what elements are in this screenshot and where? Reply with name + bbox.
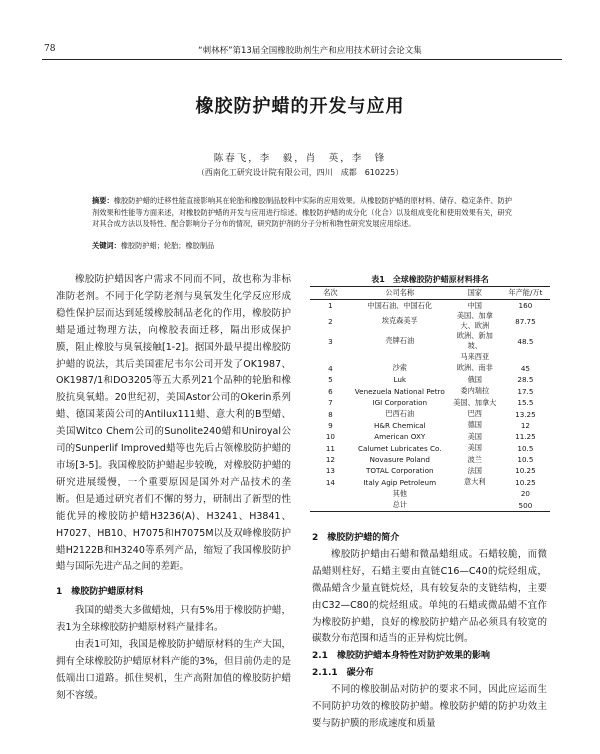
table-cell: 12 <box>520 420 530 430</box>
table-row <box>310 331 550 351</box>
table-cell: 500 <box>501 499 550 511</box>
keywords-block <box>92 241 512 251</box>
table-cell: 5 <box>328 375 333 385</box>
table-cell: 俄国 <box>467 374 482 384</box>
table-cell: Luk <box>393 375 407 385</box>
table-cell: 6 <box>328 386 333 396</box>
table-cell <box>449 488 501 499</box>
table-cell: 欧洲、南非 <box>456 363 493 373</box>
table-cell: Italy Agip Petroleum <box>363 477 437 487</box>
running-title: “刺林杯”第13届全国橡胶助剂生产和应用技术研讨会论文集 <box>198 46 422 56</box>
table-cell: 28.5 <box>517 375 534 385</box>
table-cell: 10.25 <box>515 477 536 487</box>
table-cell: 13.25 <box>515 409 536 419</box>
table-cell <box>310 499 351 511</box>
table-cell: 8 <box>328 409 333 419</box>
left-column <box>56 272 291 705</box>
table-cell: 4 <box>328 363 333 373</box>
table-cell: 法国 <box>467 465 482 475</box>
section-2-1-1-paragraph: 不同的橡胶制品对防护的要求不同，因此应运而生不同防护功效的橡胶防护蜡。橡胶防护蜡的防护功效主要与防护膜的形成速度和质量 <box>312 684 547 729</box>
section-2-heading: 2 橡胶防护蜡的简介 <box>312 533 400 543</box>
keywords-label: 关键词： <box>92 241 121 250</box>
table-cell <box>310 488 351 499</box>
table-cell: 意大利 <box>464 477 486 487</box>
table-cell: 委内瑞拉 <box>460 386 490 396</box>
table-cell: 德国 <box>467 420 482 430</box>
table-cell: 14 <box>325 477 335 487</box>
table-cell: 沙索 <box>392 363 407 373</box>
table-header-cell: 公司名称 <box>351 287 449 300</box>
table-cell: 17.5 <box>517 386 534 396</box>
table-cell: American OXY <box>374 432 426 442</box>
table-cell: 7 <box>328 398 333 408</box>
table-cell: H&R Chemical <box>373 420 426 430</box>
table-cell: 埃克森美孚 <box>381 316 418 326</box>
table-cell: 45 <box>520 363 530 373</box>
table-header-cell: 年产能/万t <box>501 287 550 300</box>
table-cell: 其他 <box>392 488 407 498</box>
table-row <box>310 408 550 419</box>
abstract-block <box>92 195 512 230</box>
table-row <box>310 431 550 442</box>
author-list: 陈春飞，李 毅，肖 英，李 锋 <box>213 153 387 164</box>
affiliation: （西南化工研究设计院有限公司，四川 成都 610225） <box>196 168 404 177</box>
table-cell: 11.25 <box>515 432 536 442</box>
table-header-cell: 名次 <box>310 287 351 300</box>
table-header-cell: 国家 <box>449 287 501 300</box>
table-row <box>310 443 550 454</box>
table-cell: 马来西亚 <box>460 352 490 362</box>
table-cell: 9 <box>328 420 333 430</box>
abstract-label: 摘要： <box>92 196 114 205</box>
table-row <box>310 477 550 488</box>
table-cell: 160 <box>518 301 533 311</box>
table-row <box>310 374 550 385</box>
table-cell: 巴西石油 <box>385 409 415 419</box>
section-1-heading: 1 橡胶防护蜡原材料 <box>56 587 144 598</box>
intro-paragraph: 橡胶防护蜡因客户需求不同而不同，故也称为非标准防老剂。不同于化学防老剂与臭氧发生化学反应形成稳性保护层而达到延缓橡胶制品老化的作用，橡胶防护蜡是通过物理方法，向橡胶表面迁移，隔出形成保护膜，阻止橡胶与臭氧接触[1-2]。据国外最早提出橡胶防护蜡的说法，其后美国霍尼韦尔公司开发了OK1987、OK1987/1和DO3205等五大系列21个品种的轮胎和橡胶抗臭氧蜡。20世纪初，美国Astor公司的Okerin系列蜡、德国莱茵公司的Antilux111蜡、意大利的B型蜡、美国Witco Chem公司的Sunolite240蜡和Uniroyal公司的Sunperlif Improved蜡等也先后占领橡胶防护蜡的市场[3-5]。我国橡胶防护蜡起步较晚，对橡胶防护蜡的研究进展缓慢，一个重要原因是国外对产品技术的垄断。但是通过研究者们不懈的努力，研制出了新型的性能优异的橡胶防护蜡H3236(A)、H3241、H3841、H7027、HB10、H7075和H7075M以及双峰橡胶防护蜡H2122B和H3240等系列产品，缩短了我国橡胶防护蜡与国际先进产品之间的差距。 <box>56 274 291 573</box>
table-cell: 12 <box>325 455 335 465</box>
table-cell <box>351 351 449 362</box>
table-row <box>310 386 550 397</box>
table-cell: 美国、加拿大、欧洲 <box>456 311 493 331</box>
table-cell: 10.5 <box>517 455 534 465</box>
table-cell: 中国石油、中国石化 <box>367 300 433 310</box>
table-cell: 巴西 <box>467 409 482 419</box>
right-column <box>312 530 547 733</box>
table-cell <box>310 351 351 362</box>
table-cell: 48.5 <box>517 336 534 346</box>
table-cell: 2 <box>328 316 333 326</box>
section-2-paragraph: 橡胶防护蜡由石蜡和微晶蜡组成。石蜡较脆，而微晶蜡则柱好，石蜡主要由直链C16—C40的烷烃组成，微晶蜡含少量直链烷烃，具有较复杂的支链结构，主要由C32—C80的烷烃组成。单纯的石蜡或微晶蜡不宜作为橡胶防护蜡，良好的橡胶防护蜡产品必须具有较宽的碳数分布范围和适当的正异构烷比例。 <box>312 548 547 645</box>
table-cell: 15.5 <box>517 398 534 408</box>
table-cell: 美国 <box>467 443 482 453</box>
table-cell <box>449 499 501 511</box>
table-cell: 欧洲、新加坡、 <box>456 331 493 351</box>
article-title: 橡胶防护蜡的开发与应用 <box>195 96 405 117</box>
table-row <box>310 454 550 465</box>
page-number: 78 <box>44 44 56 54</box>
table-1 <box>310 286 550 512</box>
table-1-title: 表1 全球橡胶防护蜡原材料排名 <box>371 275 489 284</box>
table-cell: 87.75 <box>515 316 536 326</box>
section-1-paragraph: 由表1可知，我国是橡胶防护蜡原材料的生产大国，拥有全球橡胶防护蜡原材料产能的3%，但目前仍走的是低端出口道路。抓住契机，生产高附加值的橡胶防护蜡刻不容缓。 <box>56 639 291 701</box>
table-row <box>310 499 550 511</box>
table-row <box>310 363 550 374</box>
table-cell: TOTAL Corporation <box>366 466 434 476</box>
table-body <box>310 300 550 512</box>
table-cell: 中国 <box>467 300 482 310</box>
table-row <box>310 488 550 499</box>
section-1-paragraph: 我国的蜡类大多做蜡烛，只有5%用于橡胶防护蜡，表1为全球橡胶防护蜡原材料产量排名。 <box>56 605 291 634</box>
table-row <box>310 465 550 476</box>
keywords-text: 橡胶防护蜡；轮胎；橡胶制品 <box>120 241 215 250</box>
section-2-1-1-heading: 2.1.1 碳分布 <box>312 668 374 679</box>
table-cell: 波兰 <box>467 454 482 464</box>
table-cell: Calumet Lubricates Co. <box>357 443 442 453</box>
table-cell: 美国、加拿大 <box>453 397 497 407</box>
table-cell: IGI Corporation <box>372 398 428 408</box>
table-row <box>310 300 550 312</box>
table-cell: 壳牌石油 <box>385 336 415 346</box>
table-cell: Novasure Poland <box>369 455 430 465</box>
table-header-row <box>310 287 550 300</box>
table-cell <box>501 351 550 362</box>
table-cell: 10.5 <box>517 443 534 453</box>
table-cell: 13 <box>325 466 335 476</box>
table-cell: 美国 <box>467 431 482 441</box>
table-row <box>310 420 550 431</box>
abstract-text: 橡胶防护蜡的迁移性能直接影响其在轮胎和橡胶制品胶料中实际的应用效果。从橡胶防护蜡的原材料、储存、稳定条件、防护剂效果和性能等方面来述，对橡胶防护蜡的开发与应用进行综述。橡胶防护蜡的成分化（化合）以及组成变化和使用效果有关，研究对其合成方法以及特性、配合影响分子分布的情况，研究防护剂的分子分析和物性研究发展应用综述。 <box>92 196 512 228</box>
table-cell: Venezuela National Petro <box>354 386 445 396</box>
table-cell: 总计 <box>351 499 449 511</box>
section-2-1-heading: 2.1 橡胶防护蜡本身特性对防护效果的影响 <box>312 651 490 662</box>
table-cell: 10 <box>325 432 335 442</box>
table-row <box>310 311 550 331</box>
table-cell: 11 <box>325 443 335 453</box>
table-row <box>310 397 550 408</box>
table-cell: 10.25 <box>515 466 536 476</box>
table-cell: 1 <box>328 301 333 311</box>
header-rule <box>42 59 562 60</box>
table-row <box>310 351 550 362</box>
table-cell: 3 <box>328 336 333 346</box>
table-cell: 20 <box>520 489 530 499</box>
